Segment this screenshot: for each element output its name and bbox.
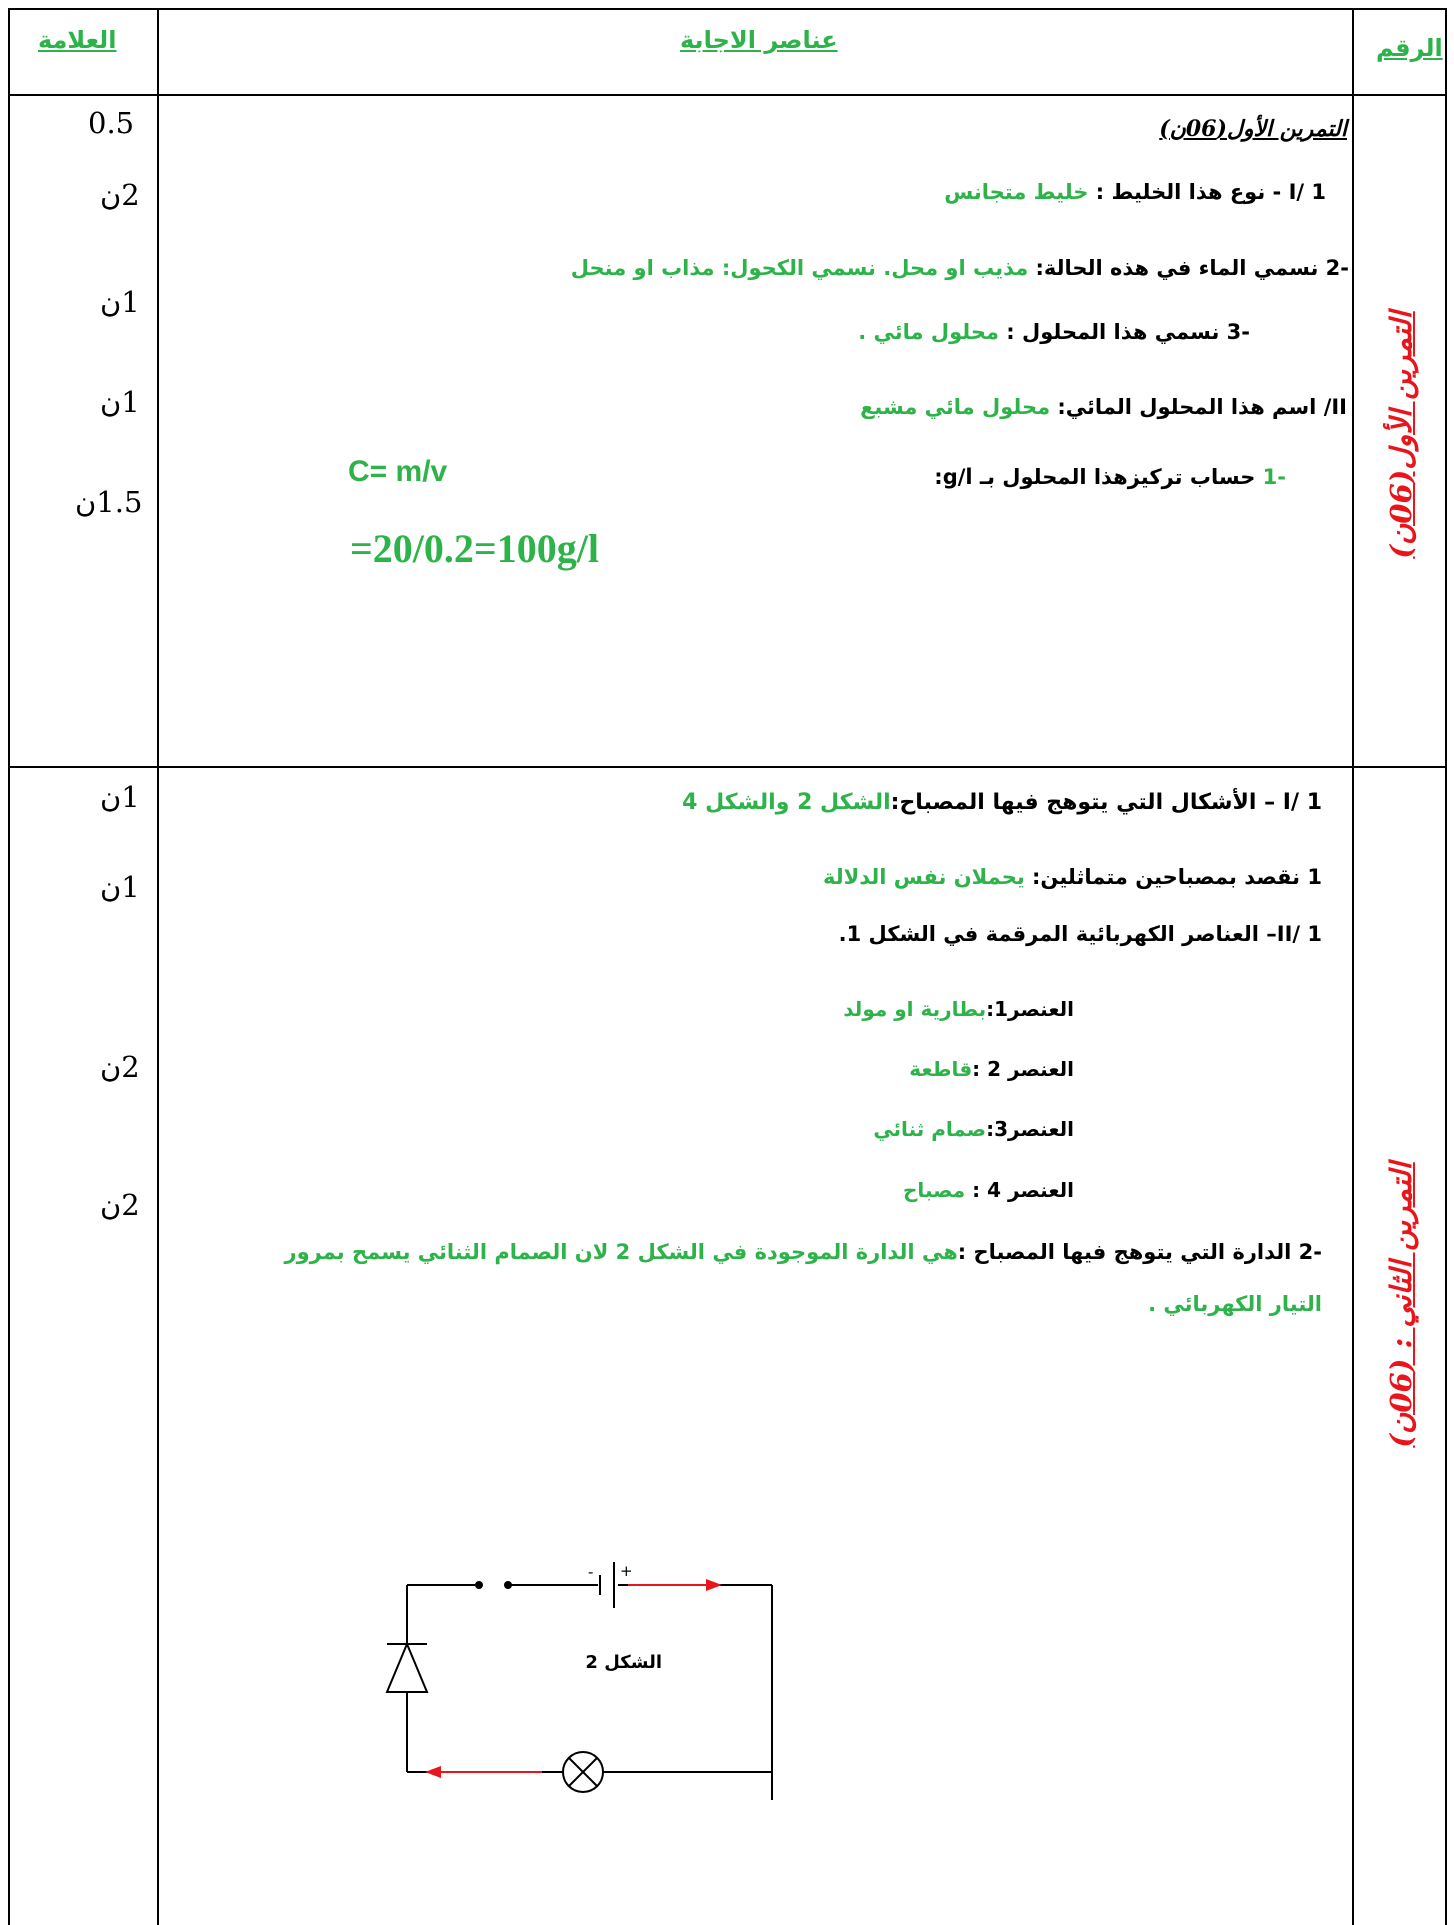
ex2-line-4-answer: هي الدارة الموجودة في الشكل 2 لان الصمام الثنائي يسمح بمرور bbox=[284, 1240, 958, 1264]
header-mark: العلامة bbox=[38, 26, 117, 54]
header-number: الرقم bbox=[1376, 34, 1443, 62]
ex2-element-3-answer: صمام ثنائي bbox=[873, 1117, 987, 1141]
ex2-element-3-prefix: العنصر3: bbox=[986, 1117, 1074, 1141]
ex1-line-4-answer: محلول مائي مشبع bbox=[860, 395, 1051, 419]
battery-minus-sign: - bbox=[588, 1563, 594, 1581]
ex1-line-2-prefix: -2 نسمي الماء في هذه الحالة: bbox=[1028, 256, 1349, 280]
ex2-line-4-continued: التيار الكهربائي . bbox=[1148, 1292, 1322, 1316]
ex2-element-4-answer: مصباح bbox=[903, 1178, 966, 1202]
ex2-mark-4: 2ن bbox=[100, 1188, 140, 1222]
ex1-formula-2: =20/0.2=100g/l bbox=[350, 526, 599, 571]
ex2-mark-3: 2ن bbox=[100, 1050, 140, 1084]
ex1-mark-1: 0.5 bbox=[88, 106, 135, 140]
ex1-mark-5: 1.5ن bbox=[75, 485, 143, 519]
diode-icon bbox=[387, 1644, 427, 1692]
ex2-element-1-prefix: العنصر1: bbox=[986, 997, 1074, 1021]
ex2-element-1-answer: بطارية او مولد bbox=[843, 997, 987, 1021]
switch-contact-left bbox=[475, 1581, 483, 1589]
ex2-element-4-prefix: العنصر 4 : bbox=[965, 1178, 1074, 1202]
ex2-line-3: 1 /II– العناصر الكهربائية المرقمة في الشكل 1. bbox=[838, 922, 1322, 946]
ex1-line-4-prefix: II/ اسم هذا المحلول المائي: bbox=[1050, 395, 1347, 419]
switch-contact-right bbox=[504, 1581, 512, 1589]
ex2-mark-1: 1ن bbox=[100, 780, 140, 814]
ex2-line-1-prefix: 1 /I – الأشكال التي يتوهج فيها المصباح: bbox=[890, 790, 1322, 815]
header-answer: عناصر الاجابة bbox=[680, 26, 838, 54]
ex1-line-5-prefix: -1 bbox=[1262, 465, 1286, 489]
exercise1-side-title: التمرين الأول(06ن) bbox=[1384, 311, 1418, 559]
current-arrow-top-head bbox=[706, 1579, 722, 1591]
ex1-line-5-text: حساب تركيزهذا المحلول بـ g/l: bbox=[934, 465, 1256, 489]
ex1-mark-3: 1ن bbox=[100, 285, 140, 319]
ex2-line-2-answer: يحملان نفس الدلالة bbox=[822, 865, 1025, 889]
ex1-formula-1: C= m/v bbox=[348, 455, 448, 488]
ex1-title: التمرين الأول(06ن) bbox=[1159, 116, 1347, 142]
ex2-line-4-prefix: -2 الدارة التي يتوهج فيها المصباح : bbox=[957, 1240, 1322, 1264]
ex2-line-1-answer: الشكل 2 والشكل 4 bbox=[682, 790, 891, 815]
current-arrow-bottom-head bbox=[425, 1766, 441, 1778]
ex1-line-2-answer: مذيب او محل. نسمي الكحول: مذاب او منحل bbox=[570, 256, 1029, 280]
ex2-line-2-prefix: 1 نقصد بمصباحين متماثلين: bbox=[1024, 865, 1322, 889]
ex1-line-3-answer: محلول مائي . bbox=[858, 320, 999, 344]
ex1-line-1-answer: خليط متجانس bbox=[944, 180, 1089, 204]
ex1-mark-4: 1ن bbox=[100, 385, 140, 419]
ex2-element-2-answer: قاطعة bbox=[909, 1057, 973, 1081]
ex2-mark-2: 1ن bbox=[100, 870, 140, 904]
exercise2-side-title: التمرين الثاني : (06ن) bbox=[1384, 1162, 1418, 1448]
ex1-line-1-prefix: 1 /I - نوع هذا الخليط : bbox=[1088, 180, 1326, 204]
ex1-line-3-prefix: -3 نسمي هذا المحلول : bbox=[998, 320, 1250, 344]
ex1-mark-2: 2ن bbox=[100, 178, 140, 212]
ex2-element-2-prefix: العنصر 2 : bbox=[972, 1057, 1074, 1081]
battery-plus-sign: + bbox=[620, 1562, 633, 1580]
circuit-label: الشكل 2 bbox=[585, 1652, 662, 1673]
